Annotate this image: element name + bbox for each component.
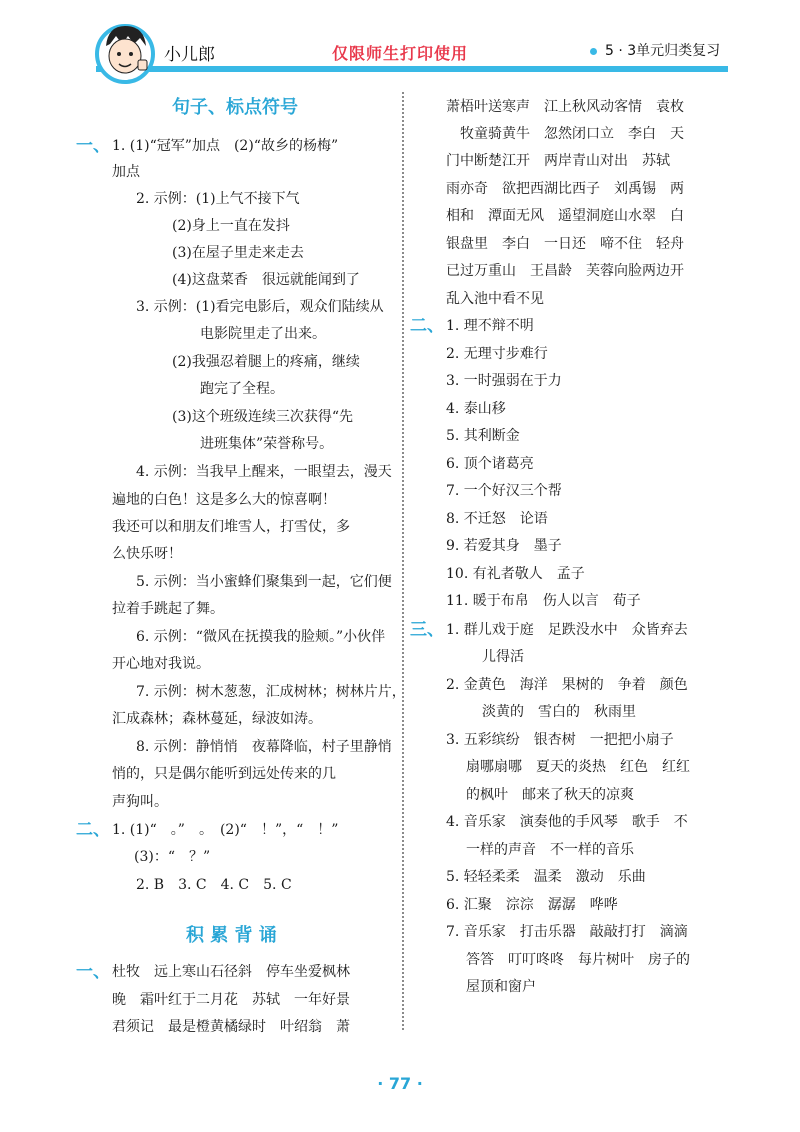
section-marker: 二、 (76, 820, 110, 840)
answer-line: 1. 理不辩不明 (446, 318, 534, 334)
answer-line: 5. 其利断金 (446, 428, 520, 444)
answer-line: (2)我强忍着腿上的疼痛，继续 (172, 354, 360, 370)
answer-line: 汇成森林；森林蔓延，绿波如涛。 (112, 711, 322, 727)
answer-line: 杜牧 远上寒山石径斜 停车坐爱枫林 (112, 964, 350, 980)
section-title-sentences: 句子、标点符号 (172, 97, 298, 118)
answer-line: 萧梧叶送寒声 江上秋风动客情 袁枚 (446, 99, 684, 115)
answer-line: 6. 顶个诸葛亮 (446, 456, 534, 472)
answer-line: 4. 泰山移 (446, 401, 506, 417)
answer-line: 乱入池中看不见 (446, 291, 544, 307)
answer-line: 3. 五彩缤纷 银杏树 一把把小扇子 (446, 732, 674, 748)
header-bar (96, 66, 728, 72)
answer-line: 进班集体”荣誉称号。 (200, 436, 334, 452)
unit-label (590, 40, 720, 60)
answer-line: 门中断楚江开 两岸青山对出 苏轼 (446, 153, 670, 169)
answer-line: 拉着手跳起了舞。 (112, 601, 224, 617)
page-number: · 77 · (377, 1074, 423, 1093)
answer-line: 10. 有礼者敬人 孟子 (446, 566, 585, 582)
answer-line: 7. 音乐家 打击乐器 敲敲打打 滴滴 (446, 924, 688, 940)
section-marker: 一、 (76, 962, 110, 982)
answer-line: 答答 叮叮咚咚 每片树叶 房子的 (466, 952, 690, 968)
answer-line: (3)这个班级连续三次获得“先 (172, 409, 353, 425)
answer-line: 的枫叶 邮来了秋天的凉爽 (466, 787, 634, 803)
answer-line: (3)：“ ？” (134, 849, 211, 865)
answer-line: 7. 示例：树木葱葱，汇成树林；树林片片， (136, 684, 406, 700)
answer-line: 晚 霜叶红于二月花 苏轼 一年好景 (112, 992, 350, 1008)
answer-line: 4. 示例：当我早上醒来，一眼望去，漫天 (136, 464, 392, 480)
answer-line: (4)这盘菜香 很远就能闻到了 (172, 272, 360, 288)
answer-line: 6. 汇聚 淙淙 潺潺 哗哗 (446, 897, 618, 913)
answer-line: 1. (1)“ 。” 。 (2)“ ！”，“ ！” (112, 822, 339, 838)
section-marker: 二、 (410, 316, 444, 336)
section-title-accumulation: 积 累 背 诵 (186, 925, 277, 946)
answer-line: (2)身上一直在发抖 (172, 218, 290, 234)
answer-line: 3. 示例：(1)看完电影后，观众们陆续从 (136, 299, 384, 315)
answer-line: 君须记 最是橙黄橘绿时 叶绍翁 萧 (112, 1019, 350, 1035)
answer-line: 2. 无理寸步难行 (446, 346, 548, 362)
unit-text: 5 · 3单元归类复习 (605, 43, 721, 59)
answer-line: 6. 示例：“微风在抚摸我的脸颊。”小伙伴 (136, 629, 386, 645)
answer-line: 银盘里 李白 一日还 啼不住 轻舟 (446, 236, 684, 252)
answer-line: 5. 轻轻柔柔 温柔 激动 乐曲 (446, 869, 646, 885)
bullet-dot-icon (590, 48, 597, 55)
answer-line: 跑完了全程。 (200, 381, 284, 397)
brand-name: 小儿郎 (164, 45, 215, 65)
answer-line: 一样的声音 不一样的音乐 (466, 842, 634, 858)
answer-line: 淡黄的 雪白的 秋雨里 (482, 704, 636, 720)
answer-line: 扇哪扇哪 夏天的炎热 红色 红红 (466, 759, 690, 775)
print-notice: 仅限师生打印使用 (331, 44, 468, 63)
answer-line: 9. 若爱其身 墨子 (446, 538, 562, 554)
answer-line: 5. 示例：当小蜜蜂们聚集到一起，它们便 (136, 574, 392, 590)
answer-line: 3. 一时强弱在于力 (446, 373, 562, 389)
answer-line: 声狗叫。 (112, 794, 168, 810)
answer-line: 7. 一个好汉三个帮 (446, 483, 562, 499)
column-divider (402, 92, 404, 1030)
answer-line: 遍地的白色！这是多么大的惊喜啊！ (112, 492, 336, 508)
answer-line: 1. (1)“冠军”加点 (2)“故乡的杨梅” (112, 138, 339, 154)
answer-line: 加点 (112, 164, 140, 180)
answer-line: 悄的，只是偶尔能听到远处传来的几 (112, 766, 336, 782)
answer-line: 相和 潭面无风 遥望洞庭山水翠 白 (446, 208, 684, 224)
answer-line: 已过万重山 王昌龄 芙蓉向脸两边开 (446, 263, 684, 279)
answer-line: 开心地对我说。 (112, 656, 210, 672)
answer-line: 11. 暖于布帛 伤人以言 荀子 (446, 593, 641, 609)
answer-line: 儿得活 (482, 649, 524, 665)
answer-line: 4. 音乐家 演奏他的手风琴 歌手 不 (446, 814, 688, 830)
answer-line: 2. 示例：(1)上气不接下气 (136, 191, 300, 207)
answer-line: 牧童骑黄牛 忽然闭口立 李白 天 (460, 126, 684, 142)
section-marker: 一、 (76, 136, 110, 156)
answer-line: 2. 金黄色 海洋 果树的 争着 颜色 (446, 677, 688, 693)
section-marker: 三、 (410, 620, 444, 640)
answer-line: 1. 群儿戏于庭 足跌没水中 众皆弃去 (446, 622, 688, 638)
answer-line: (3)在屋子里走来走去 (172, 245, 304, 261)
answer-line: 雨亦奇 欲把西湖比西子 刘禹锡 两 (446, 181, 684, 197)
answer-line: 我还可以和朋友们堆雪人，打雪仗，多 (112, 519, 350, 535)
answer-line: 屋顶和窗户 (466, 979, 536, 995)
answer-line: 电影院里走了出来。 (200, 326, 326, 342)
answer-line: 8. 示例：静悄悄 夜幕降临，村子里静悄 (136, 739, 392, 755)
answer-line: 8. 不迁怒 论语 (446, 511, 548, 527)
answer-line: 2. B 3. C 4. C 5. C (136, 877, 292, 893)
answer-line: 么快乐呀！ (112, 546, 182, 562)
